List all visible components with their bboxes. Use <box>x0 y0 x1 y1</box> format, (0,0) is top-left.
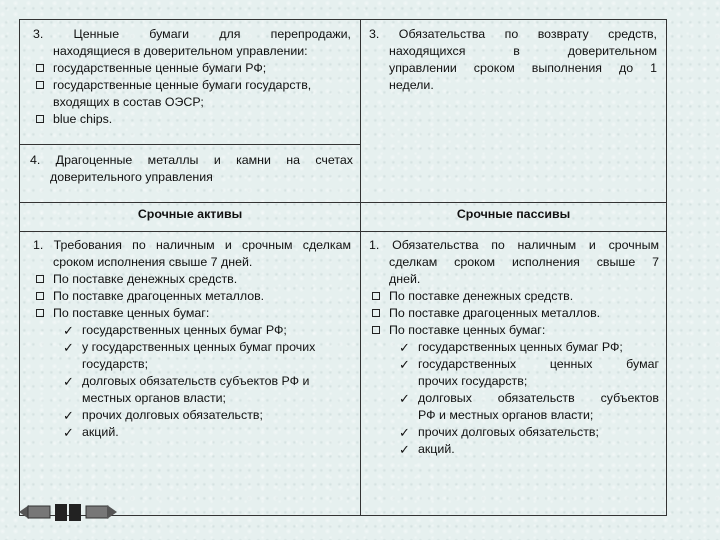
list-item: государственные ценные бумаги РФ; <box>33 60 351 77</box>
list-item: По поставке денежных средств. <box>33 271 351 288</box>
checkmark-icon: ✓ <box>399 391 410 406</box>
list-item: ✓ прочих долговых обязательств; <box>399 425 599 440</box>
list-item: государственные ценные бумаги государств, входящих в состав ОЭСР; <box>33 77 351 111</box>
slide-navigation <box>19 501 119 523</box>
cell-securities-resale <box>33 26 351 128</box>
checkbox-bullet-icon <box>36 64 44 72</box>
nav-home-icon[interactable] <box>55 504 81 521</box>
nav-next-icon[interactable] <box>86 505 117 519</box>
list-item: ✓ акций. <box>399 442 455 457</box>
list-item: ✓ у государственных ценных бумаг прочих государств; <box>63 340 316 371</box>
row-divider-1 <box>20 144 360 145</box>
list-item: ✓ государственных ценных бумаг РФ; <box>63 323 287 338</box>
list-item: По поставке драгоценных металлов. <box>369 305 659 322</box>
document-table <box>19 19 667 516</box>
list-item: ✓ государственных ценных бумаг прочих государств; <box>399 357 659 388</box>
list-item: По поставке ценных бумаг: <box>33 305 351 322</box>
list-item: ✓ акций. <box>63 425 119 440</box>
list-item: ✓ государственных ценных бумаг РФ; <box>399 340 623 355</box>
checkbox-bullet-icon <box>36 81 44 89</box>
checkmark-icon: ✓ <box>63 374 74 389</box>
row-divider-3 <box>20 231 666 232</box>
cell-precious-metals: 4. Драгоценные металлы и камни на счетах доверительного управления <box>30 153 353 184</box>
cell-urgent-assets: 1. Требования по наличным и срочным сделкам сроком исполнения свыше 7 дней. По поставке денежных средств. По поставке драгоценных металлов. По поставке ценных бумаг: ✓ государственных ценных бумаг РФ; ✓ у государственных ценных бумаг прочих государств; ✓ долговых обязательств субъектов РФ и местных органов власти; ✓ прочих долговых обязательств; ✓ акций. <box>33 238 351 440</box>
list-item: ✓ долговых обязательств субъектов РФ и местных органов власти; <box>399 391 659 422</box>
list-item: По поставке денежных средств. <box>369 288 659 305</box>
nav-prev-icon[interactable] <box>19 505 50 519</box>
checkmark-icon: ✓ <box>399 357 410 372</box>
row-divider-2 <box>20 202 666 203</box>
header-urgent-liabilities: Срочные пассивы <box>456 207 571 221</box>
cell1-heading-line1: 3. Ценные бумаги для перепродажи, <box>33 27 351 41</box>
checkmark-icon: ✓ <box>63 408 74 423</box>
checkmark-icon: ✓ <box>63 323 74 338</box>
checkmark-icon: ✓ <box>399 425 410 440</box>
checkbox-bullet-icon <box>372 292 380 300</box>
checkmark-icon: ✓ <box>63 425 74 440</box>
checkbox-bullet-icon <box>372 309 380 317</box>
checkbox-bullet-icon <box>36 275 44 283</box>
cell1-heading-line2: находящиеся в доверительном управлении: <box>53 44 308 58</box>
checkmark-icon: ✓ <box>399 340 410 355</box>
list-item: По поставке драгоценных металлов. <box>33 288 351 305</box>
list-item: По поставке ценных бумаг: <box>369 322 659 339</box>
cell-trust-obligations: 3. Обязательства по возврату средств, находящихся в доверительном управлении сроком выполнения до 1 недели. <box>369 27 657 92</box>
column-divider-top <box>360 20 361 202</box>
checkmark-icon: ✓ <box>399 442 410 457</box>
list-item: ✓ долговых обязательств субъектов РФ и местных органов власти; <box>63 374 310 405</box>
list-item: ✓ прочих долговых обязательств; <box>63 408 263 423</box>
checkbox-bullet-icon <box>36 309 44 317</box>
checkmark-icon: ✓ <box>63 340 74 355</box>
header-urgent-assets: Срочные активы <box>137 207 243 221</box>
checkbox-bullet-icon <box>36 292 44 300</box>
cell-urgent-liabilities: 1. Обязательства по наличным и срочным сделкам сроком исполнения свыше 7 дней. По поставке денежных средств. По поставке драгоценных металлов. По поставке ценных бумаг: ✓ государственных ценных бумаг РФ; ✓ государственных ценных бумаг прочих государств; ✓ долговых обязательств субъектов РФ и местных органов власти; ✓ прочих долговых обязательств; ✓ акций. <box>369 238 659 457</box>
checkbox-bullet-icon <box>36 115 44 123</box>
list-item: blue chips. <box>33 111 351 128</box>
column-divider-bottom <box>360 202 361 515</box>
checkbox-bullet-icon <box>372 326 380 334</box>
